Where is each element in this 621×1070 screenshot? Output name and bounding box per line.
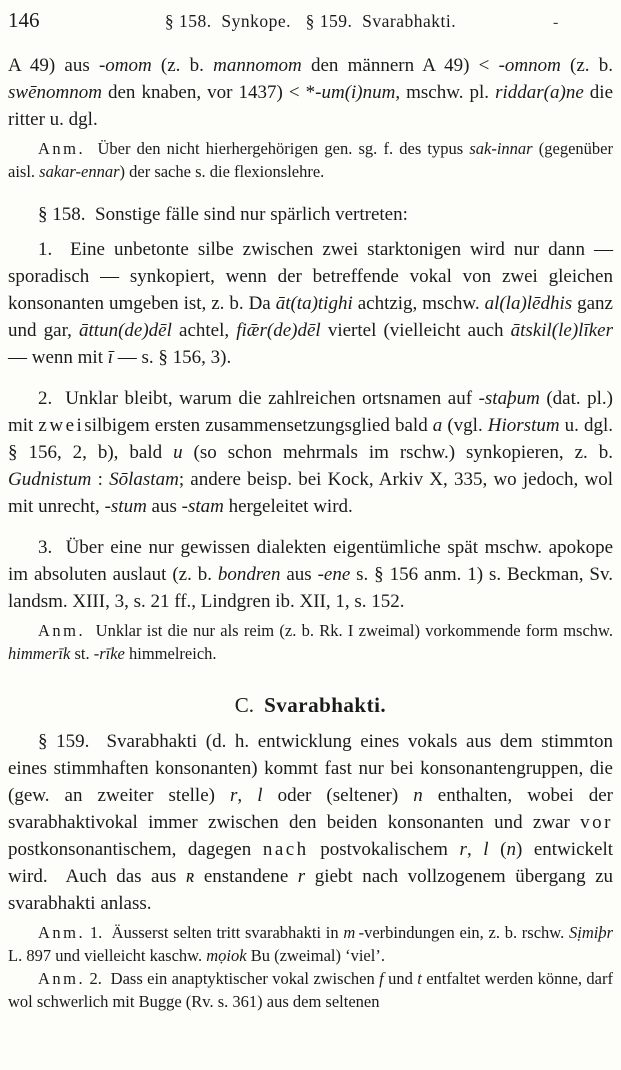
running-header: § 158. Synkope. § 159. Svarabhakti. <box>164 11 457 31</box>
note-2-svarabhakti: Anm. 2. Dass ein anaptyktischer vokal zwischen f und t entfaltet werden könne, darf wol schwerlich mit Bugge (Rv. s. 361) aus dem seltenen <box>8 969 613 1011</box>
paragraph-point-1: 1. Eine unbetonte silbe zwischen zwei starktonigen wird nur dann — sporadisch — synkopiert, wenn der betreffende vokal von zwei gleichen konsonanten umgeben ist, z. b. Da āt(ta)tighi achtzig, mschw. al(la)lēdhis ganz und gar, āttun(de)dēl achtel, fiǣr(de)dēl viertel (vielleicht auch ātskil(le)līker — wenn mit ī — s. § 156, 3). <box>8 239 613 368</box>
section-title: Svarabhakti. <box>264 693 387 717</box>
paragraph-point-3: 3. Über eine nur gewissen dialekten eigentümliche spät mschw. apokope im absoluten auslaut (z. b. bondren aus -ene s. § 156 anm. 1) s. Beckman, Sv. landsm. XIII, 3, s. 21 ff., Lindgren ib. XII, 1, s. 152. <box>8 537 613 612</box>
paragraph-158-intro: § 158. Sonstige fälle sind nur spärlich vertreten: <box>38 204 408 225</box>
note-himmerik: Anm. Unklar ist die nur als reim (z. b. Rk. I zweimal) vorkommende form mschw. himmerīk st. -rīke himmelreich. <box>8 621 613 663</box>
note-flexionslehre: Anm. Über den nicht hierhergehörigen gen. sg. f. des typus sak-innar (gegenüber aisl. sakar-ennar) der sache s. die flexionslehre. <box>8 139 613 181</box>
section-letter: C. <box>234 693 255 717</box>
paragraph-159: § 159. Svarabhakti (d. h. entwicklung eines vokals aus dem stimmton eines stimmhaften konsonanten) kommt fast nur bei konsonantengruppen, die (gew. an zweiter stelle) r, l oder (seltener) n enthalten, wobei der svarabhaktivokal immer zwischen den beiden konsonanten und zwar vor postkonsonantischem, dagegen nach postvokalischem r, l (n) entwickelt wird. Auch das aus ʀ enstandene r giebt nach vollzogenem übergang zu svarabhakti anlass. <box>8 731 614 914</box>
scan-artifact-dash: - <box>553 14 559 31</box>
paragraph-point-2: 2. Unklar bleibt, warum die zahlreichen ortsnamen auf -staþum (dat. pl.) mit zweisilbigem ersten zusammensetzungsglied bald a (vgl. Hiorstum u. dgl. § 156, 2, b), bald u (so schon mehrmals im rschw.) synkopieren, z. b. Gudnistum : Sōlastam; andere beisp. bei Kock, Arkiv X, 335, wo jedoch, wol mit unrecht, -stum aus -stam hergeleitet wird. <box>8 388 613 517</box>
page-number: 146 <box>8 8 40 32</box>
paragraph-continuation: A 49) aus -omom (z. b. mannomom den männern A 49) < -omnom (z. b. swēnomnom den knaben, vor 1437) < *-um(i)num, mschw. pl. riddar(a)ne die ritter u. dgl. <box>8 55 614 130</box>
section-heading <box>8 693 613 718</box>
page-header <box>8 8 613 36</box>
note-1-svarabhakti: Anm. 1. Äusserst selten tritt svarabhakti in m -verbindungen ein, z. b. rschw. Sịmiþr L. 897 und vielleicht kaschw. mọiok Bu (zweimal) ‘viel’. <box>8 923 613 965</box>
